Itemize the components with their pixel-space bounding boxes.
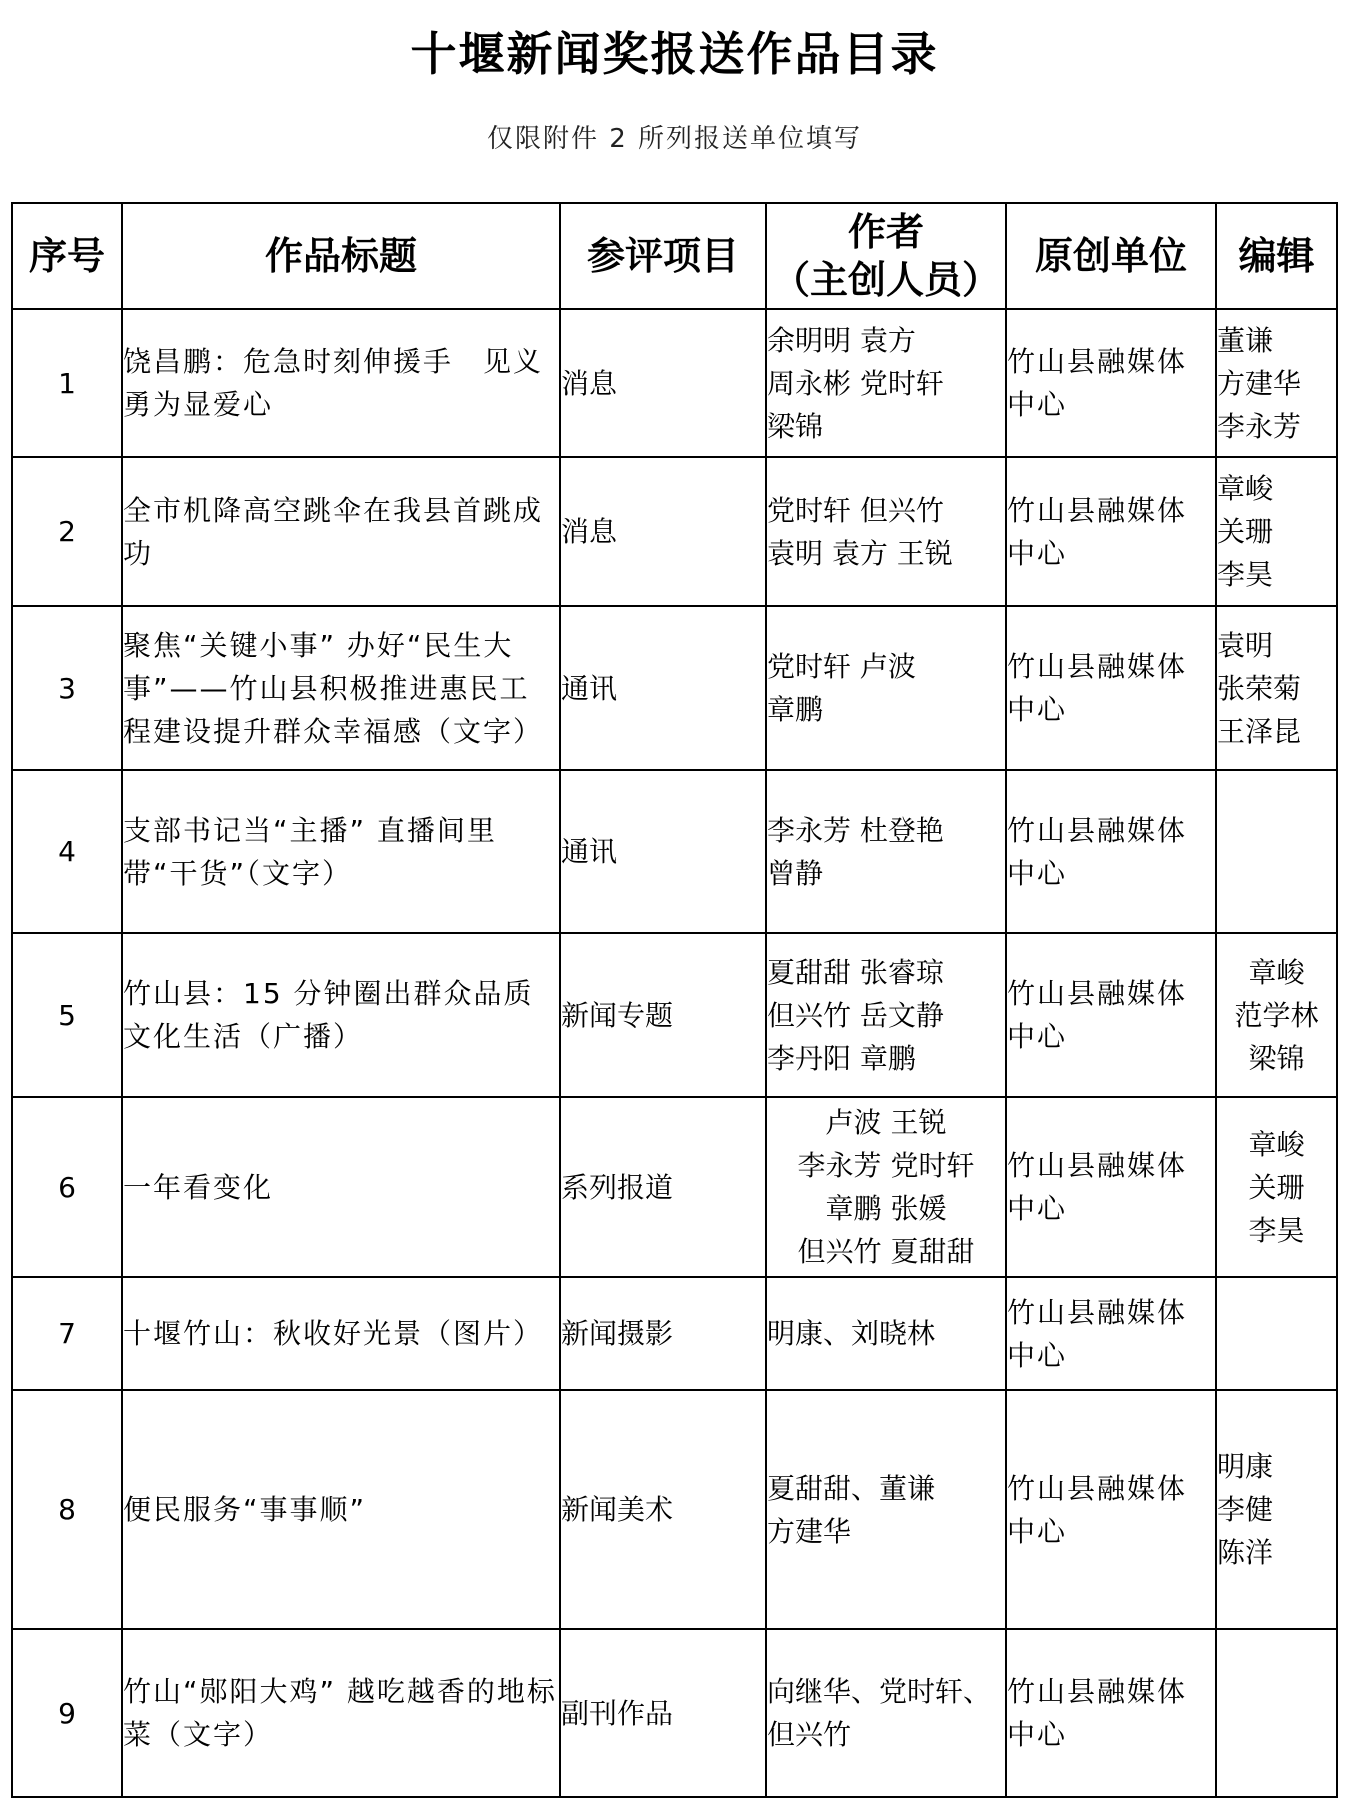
row-authors: 卢波 王锐 李永芳 党时轩 章鹏 张媛 但兴竹 夏甜甜 [766, 1097, 1006, 1277]
row-editors: 章峻 关珊 李昊 [1216, 1097, 1337, 1277]
row-editors [1216, 1629, 1337, 1797]
row-authors: 明康、刘晓林 [766, 1277, 1006, 1390]
row-num: 3 [12, 606, 122, 770]
row-num: 5 [12, 933, 122, 1097]
row-unit: 竹山县融媒体中心 [1006, 457, 1216, 606]
header-category: 参评项目 [560, 203, 766, 309]
row-editors: 章峻 范学林 梁锦 [1216, 933, 1337, 1097]
row-title [122, 606, 560, 770]
row-category: 通讯 [560, 770, 766, 933]
row-title: 竹山“郧阳大鸡” 越吃越香的地标菜（文字） [122, 1629, 560, 1797]
row-category: 副刊作品 [560, 1629, 766, 1797]
header-author-line2: （主创人员） [771, 258, 1000, 302]
row-category: 消息 [560, 309, 766, 457]
row-category: 新闻美术 [560, 1390, 766, 1629]
row-editors: 袁明 张荣菊 王泽昆 [1216, 606, 1337, 770]
row-category: 新闻专题 [560, 933, 766, 1097]
row-num: 8 [12, 1390, 122, 1629]
table-row [12, 309, 1337, 457]
table-row [12, 933, 1337, 1097]
row-authors: 夏甜甜、董谦 方建华 [766, 1390, 1006, 1629]
catalog-table [11, 202, 1338, 1798]
row-authors: 余明明 袁方 周永彬 党时轩 梁锦 [766, 309, 1006, 457]
table-row [12, 1629, 1337, 1797]
row-num: 7 [12, 1277, 122, 1390]
header-unit: 原创单位 [1006, 203, 1216, 309]
row-title: 支部书记当“主播” 直播间里带“干货”（文字） [122, 770, 560, 933]
table-row [12, 1390, 1337, 1629]
header-editor: 编辑 [1216, 203, 1337, 309]
row-title: 饶昌鹏：危急时刻伸援手 见义勇为显爱心 [122, 309, 560, 457]
row-title: 全市机降高空跳伞在我县首跳成功 [122, 457, 560, 606]
row-title-text: 聚焦“关键小事” 办好“民生大事”——竹山县积极推进惠民工程建设提升群众幸福感（文字） [123, 628, 544, 748]
row-authors: 党时轩 但兴竹 袁明 袁方 王锐 [766, 457, 1006, 606]
row-unit: 竹山县融媒体中心 [1006, 606, 1216, 770]
row-editors: 明康 李健 陈洋 [1216, 1390, 1337, 1629]
row-num: 6 [12, 1097, 122, 1277]
row-authors: 李永芳 杜登艳 曾静 [766, 770, 1006, 933]
row-num: 2 [12, 457, 122, 606]
header-title: 作品标题 [122, 203, 560, 309]
row-authors: 夏甜甜 张睿琼 但兴竹 岳文静 李丹阳 章鹏 [766, 933, 1006, 1097]
row-unit: 竹山县融媒体中心 [1006, 1277, 1216, 1390]
row-unit: 竹山县融媒体中心 [1006, 770, 1216, 933]
row-authors: 向继华、党时轩、 但兴竹 [766, 1629, 1006, 1797]
row-num: 9 [12, 1629, 122, 1797]
page-title: 十堰新闻奖报送作品目录 [410, 27, 939, 81]
row-editors [1216, 1277, 1337, 1390]
row-category: 新闻摄影 [560, 1277, 766, 1390]
row-editors [1216, 770, 1337, 933]
row-category: 通讯 [560, 606, 766, 770]
row-num: 4 [12, 770, 122, 933]
header-author [766, 203, 1006, 309]
row-unit: 竹山县融媒体中心 [1006, 1390, 1216, 1629]
row-title: 便民服务“事事顺” [122, 1390, 560, 1629]
row-unit: 竹山县融媒体中心 [1006, 309, 1216, 457]
row-unit: 竹山县融媒体中心 [1006, 933, 1216, 1097]
row-category: 系列报道 [560, 1097, 766, 1277]
row-authors: 党时轩 卢波 章鹏 [766, 606, 1006, 770]
page-subtitle: 仅限附件 2 所列报送单位填写 [486, 124, 863, 154]
row-unit: 竹山县融媒体中心 [1006, 1097, 1216, 1277]
row-num: 1 [12, 309, 122, 457]
table-row [12, 606, 1337, 770]
row-title: 十堰竹山：秋收好光景（图片） [122, 1277, 560, 1390]
row-title: 竹山县：15 分钟圈出群众品质文化生活（广播） [122, 933, 560, 1097]
row-editors: 董谦 方建华 李永芳 [1216, 309, 1337, 457]
row-category: 消息 [560, 457, 766, 606]
table-row [12, 1097, 1337, 1277]
table-row [12, 457, 1337, 606]
row-editors: 章峻 关珊 李昊 [1216, 457, 1337, 606]
header-row [12, 203, 1337, 309]
header-num: 序号 [12, 203, 122, 309]
table-row [12, 770, 1337, 933]
table-row [12, 1277, 1337, 1390]
row-title: 一年看变化 [122, 1097, 560, 1277]
header-author-line1: 作者 [847, 210, 924, 254]
row-unit: 竹山县融媒体中心 [1006, 1629, 1216, 1797]
